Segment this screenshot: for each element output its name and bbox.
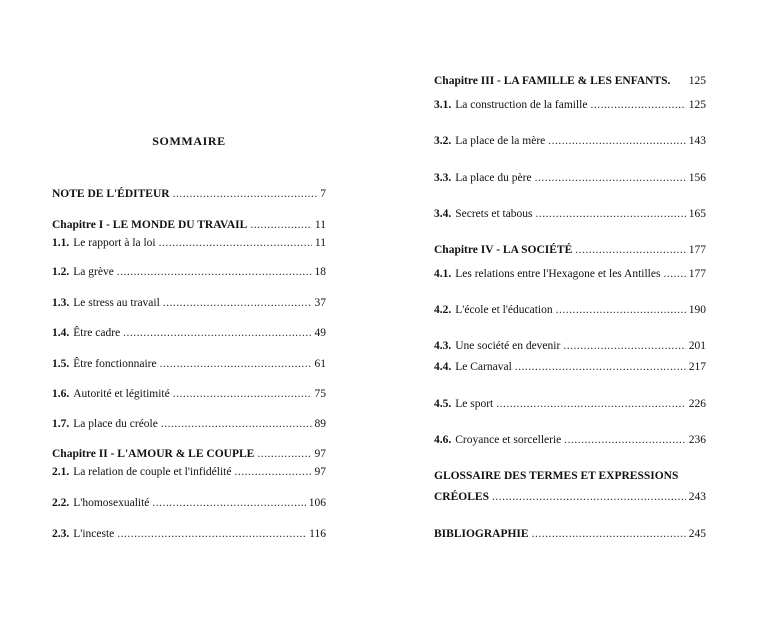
- right-page: [380, 0, 760, 617]
- toc-entry-4-3[interactable]: 4.3. Une société en devenir ..... 201: [434, 339, 706, 353]
- toc-entry-creoles[interactable]: CRÉOLES ..... 243: [434, 490, 706, 504]
- toc-entry-4-5[interactable]: 4.5. Le sport ..... 226: [434, 397, 706, 411]
- toc-entry-bibliographie[interactable]: BIBLIOGRAPHIE ..... 245: [434, 527, 706, 541]
- toc-entry-3-3[interactable]: 3.3. La place du père ..... 156: [434, 171, 706, 185]
- toc-entry-1-2[interactable]: 1.2. La grève ..... 18: [52, 265, 326, 279]
- toc-entry-chapitre-2[interactable]: Chapitre II - L'AMOUR & LE COUPLE ..... 97: [52, 447, 326, 461]
- toc-entry-1-7[interactable]: 1.7. La place du créole ..... 89: [52, 417, 326, 431]
- toc-entry-chapitre-4[interactable]: Chapitre IV - LA SOCIÉTÉ ..... 177: [434, 243, 706, 257]
- toc-entry-2-3[interactable]: 2.3. L'inceste ..... 116: [52, 527, 326, 541]
- toc-entry-1-6[interactable]: 1.6. Autorité et légitimité ..... 75: [52, 387, 326, 401]
- toc-entry-chapitre-3[interactable]: Chapitre III - LA FAMILLE & LES ENFANTS. 125: [434, 75, 706, 87]
- toc-entry-2-2[interactable]: 2.2. L'homosexualité ..... 106: [52, 496, 326, 510]
- toc-entry-chapitre-1[interactable]: Chapitre I - LE MONDE DU TRAVAIL ..... 11: [52, 218, 326, 232]
- toc-entry-4-2[interactable]: 4.2. L'école et l'éducation ..... 190: [434, 303, 706, 317]
- toc-entry-glossaire[interactable]: GLOSSAIRE DES TERMES ET EXPRESSIONS: [434, 470, 679, 482]
- toc-entry-3-2[interactable]: 3.2. La place de la mère ..... 143: [434, 134, 706, 148]
- toc-entry-3-4[interactable]: 3.4. Secrets et tabous ..... 165: [434, 207, 706, 221]
- toc-entry-1-3[interactable]: 1.3. Le stress au travail ..... 37: [52, 296, 326, 310]
- toc-entry-4-1[interactable]: 4.1. Les relations entre l'Hexagone et les Antilles ..... 177: [434, 267, 706, 281]
- toc-entry-3-1[interactable]: 3.1. La construction de la famille ..... 125: [434, 98, 706, 112]
- toc-title: SOMMAIRE: [152, 134, 226, 148]
- toc-entry-note-editeur[interactable]: NOTE DE L'ÉDITEUR ..... 7: [52, 187, 326, 201]
- toc-entry-1-4[interactable]: 1.4. Être cadre ..... 49: [52, 326, 326, 340]
- toc-entry-4-4[interactable]: 4.4. Le Carnaval ..... 217: [434, 360, 706, 374]
- toc-entry-2-1[interactable]: 2.1. La relation de couple et l'infidélité ..... 97: [52, 465, 326, 479]
- toc-entry-4-6[interactable]: 4.6. Croyance et sorcellerie ..... 236: [434, 433, 706, 447]
- toc-entry-1-1[interactable]: 1.1. Le rapport à la loi ..... 11: [52, 236, 326, 250]
- toc-entry-1-5[interactable]: 1.5. Être fonctionnaire ..... 61: [52, 357, 326, 371]
